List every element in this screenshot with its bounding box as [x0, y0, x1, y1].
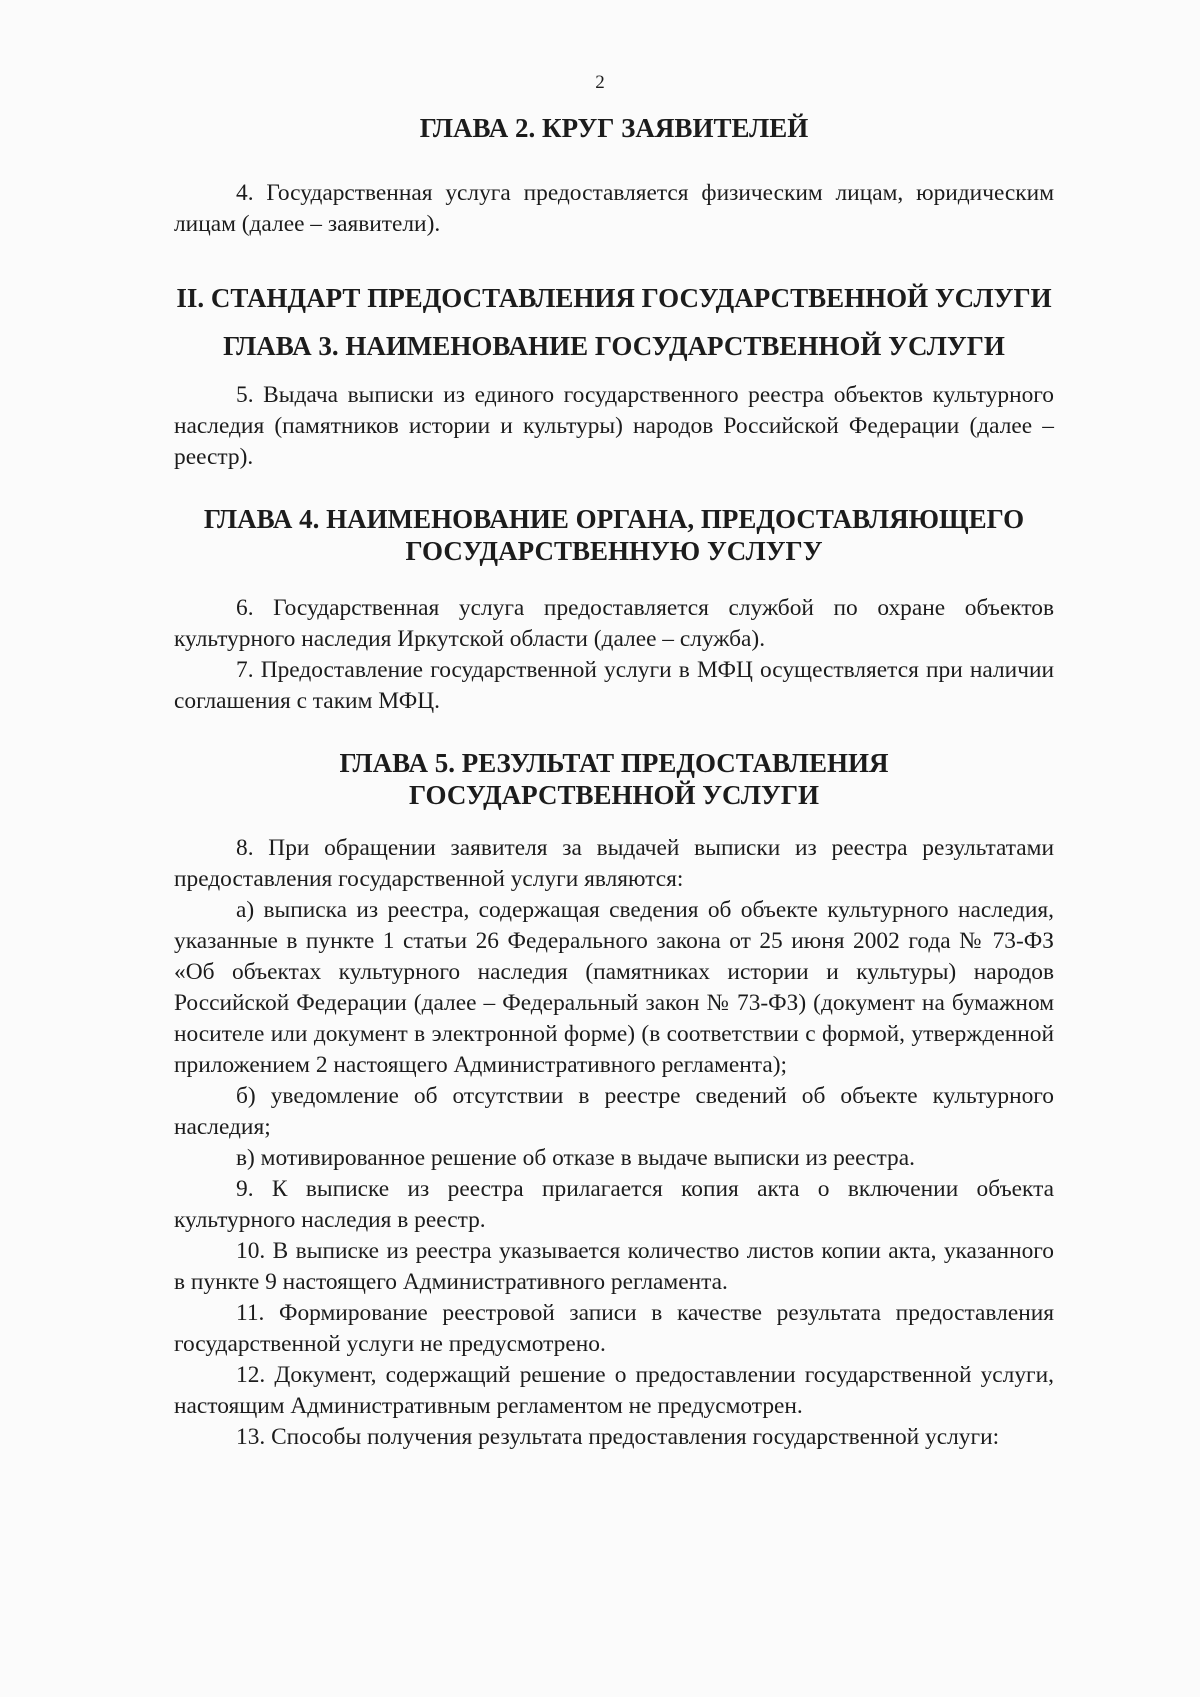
chapter-5-heading-line-1: ГЛАВА 5. РЕЗУЛЬТАТ ПРЕДОСТАВЛЕНИЯ: [339, 748, 889, 778]
chapter-2-heading: ГЛАВА 2. КРУГ ЗАЯВИТЕЛЕЙ: [419, 113, 809, 143]
paragraph-7: 7. Предоставление государственной услуги в МФЦ осуществляется при наличии соглашения с таким МФЦ.: [174, 657, 1054, 714]
paragraph-6: 6. Государственная услуга предоставляется службой по охране объектов культурного наследия Иркутской области (далее – служба).: [174, 595, 1054, 652]
paragraph-12: 12. Документ, содержащий решение о предоставлении государственной услуги, настоящим Административным регламентом не предусмотрен.: [174, 1362, 1054, 1419]
page-number: 2: [595, 72, 605, 93]
section-2-heading: II. СТАНДАРТ ПРЕДОСТАВЛЕНИЯ ГОСУДАРСТВЕННОЙ УСЛУГИ: [176, 283, 1052, 313]
document-body: [174, 112, 1054, 1453]
chapter-4-heading-line-1: ГЛАВА 4. НАИМЕНОВАНИЕ ОРГАНА, ПРЕДОСТАВЛЯЮЩЕГО: [203, 504, 1025, 534]
paragraph-8b: б) уведомление об отсутствии в реестре сведений об объекте культурного наследия;: [174, 1083, 1054, 1140]
paragraph-5: 5. Выдача выписки из единого государственного реестра объектов культурного наследия (памятников истории и культуры) народов Российской Федерации (далее – реестр).: [174, 382, 1054, 470]
paragraph-10: 10. В выписке из реестра указывается количество листов копии акта, указанного в пункте 9 настоящего Административного регламента.: [174, 1238, 1054, 1295]
chapter-3-heading: ГЛАВА 3. НАИМЕНОВАНИЕ ГОСУДАРСТВЕННОЙ УСЛУГИ: [223, 331, 1005, 361]
paragraph-8a: а) выписка из реестра, содержащая сведения об объекте культурного наследия, указанные в пункте 1 статьи 26 Федерального закона от 25 июня 2002 года № 73-ФЗ «Об объектах культурного наследия (памятниках истории и культуры) народов Российской Федерации (далее – Федеральный закон № 73-ФЗ) (документ на бумажном носителе или документ в электронной форме) (в соответствии с формой, утвержденной приложением 2 настоящего Административного регламента);: [174, 897, 1054, 1078]
chapter-5-heading-line-2: ГОСУДАРСТВЕННОЙ УСЛУГИ: [409, 780, 819, 810]
paragraph-8: 8. При обращении заявителя за выдачей выписки из реестра результатами предоставления государственной услуги являются:: [174, 835, 1054, 892]
paragraph-9: 9. К выписке из реестра прилагается копия акта о включении объекта культурного наследия в реестр.: [174, 1176, 1054, 1233]
paragraph-13: 13. Способы получения результата предоставления государственной услуги:: [236, 1424, 1000, 1450]
chapter-4-heading-line-2: ГОСУДАРСТВЕННУЮ УСЛУГУ: [405, 536, 823, 566]
paragraph-4: 4. Государственная услуга предоставляется физическим лицам, юридическим лицам (далее – заявители).: [174, 180, 1054, 237]
paragraph-8c: в) мотивированное решение об отказе в выдаче выписки из реестра.: [236, 1145, 915, 1171]
paragraph-11: 11. Формирование реестровой записи в качестве результата предоставления государственной услуги не предусмотрено.: [174, 1300, 1054, 1357]
